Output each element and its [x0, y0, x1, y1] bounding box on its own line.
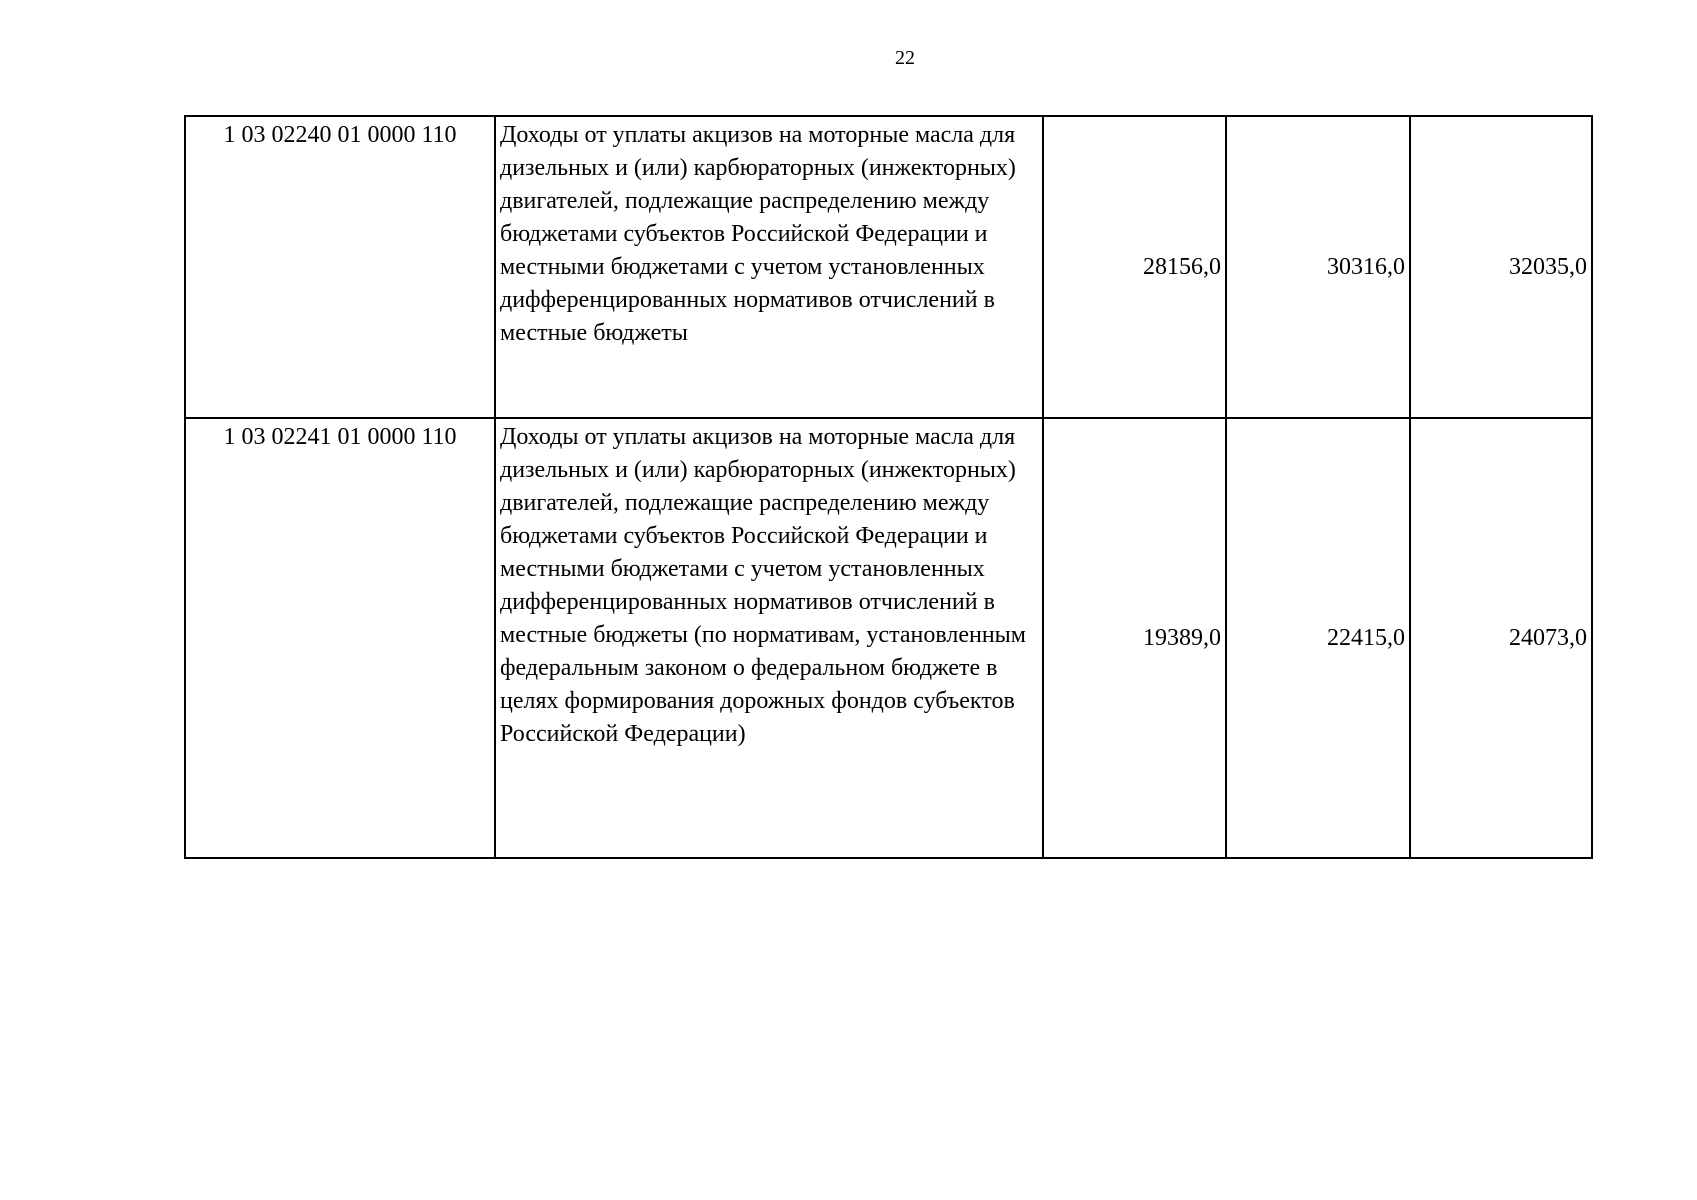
amount-year-3-cell: 24073,0	[1410, 418, 1592, 858]
page-number: 22	[895, 47, 915, 69]
table-row	[185, 116, 1592, 418]
revenue-table	[184, 115, 1593, 859]
amount-year-3-cell: 32035,0	[1410, 116, 1592, 418]
amount-year-2-cell: 30316,0	[1226, 116, 1410, 418]
amount-year-1-cell: 19389,0	[1043, 418, 1226, 858]
revenue-code-cell: 1 03 02240 01 0000 110	[185, 116, 495, 418]
revenue-description-cell: Доходы от уплаты акцизов на моторные масла для дизельных и (или) карбюраторных (инжекторных) двигателей, подлежащие распределению между бюджетами субъектов Российской Федерации и местными бюджетами с учетом установленных дифференцированных нормативов отчислений в местные бюджеты	[495, 116, 1043, 418]
amount-year-2-cell: 22415,0	[1226, 418, 1410, 858]
revenue-description-cell: Доходы от уплаты акцизов на моторные масла для дизельных и (или) карбюраторных (инжекторных) двигателей, подлежащие распределению между бюджетами субъектов Российской Федерации и местными бюджетами с учетом установленных дифференцированных нормативов отчислений в местные бюджеты (по нормативам, установленным федеральным законом о федеральном бюджете в целях формирования дорожных фондов субъектов Российской Федерации)	[495, 418, 1043, 858]
amount-year-1-cell: 28156,0	[1043, 116, 1226, 418]
table-row	[185, 418, 1592, 858]
revenue-code-cell: 1 03 02241 01 0000 110	[185, 418, 495, 858]
